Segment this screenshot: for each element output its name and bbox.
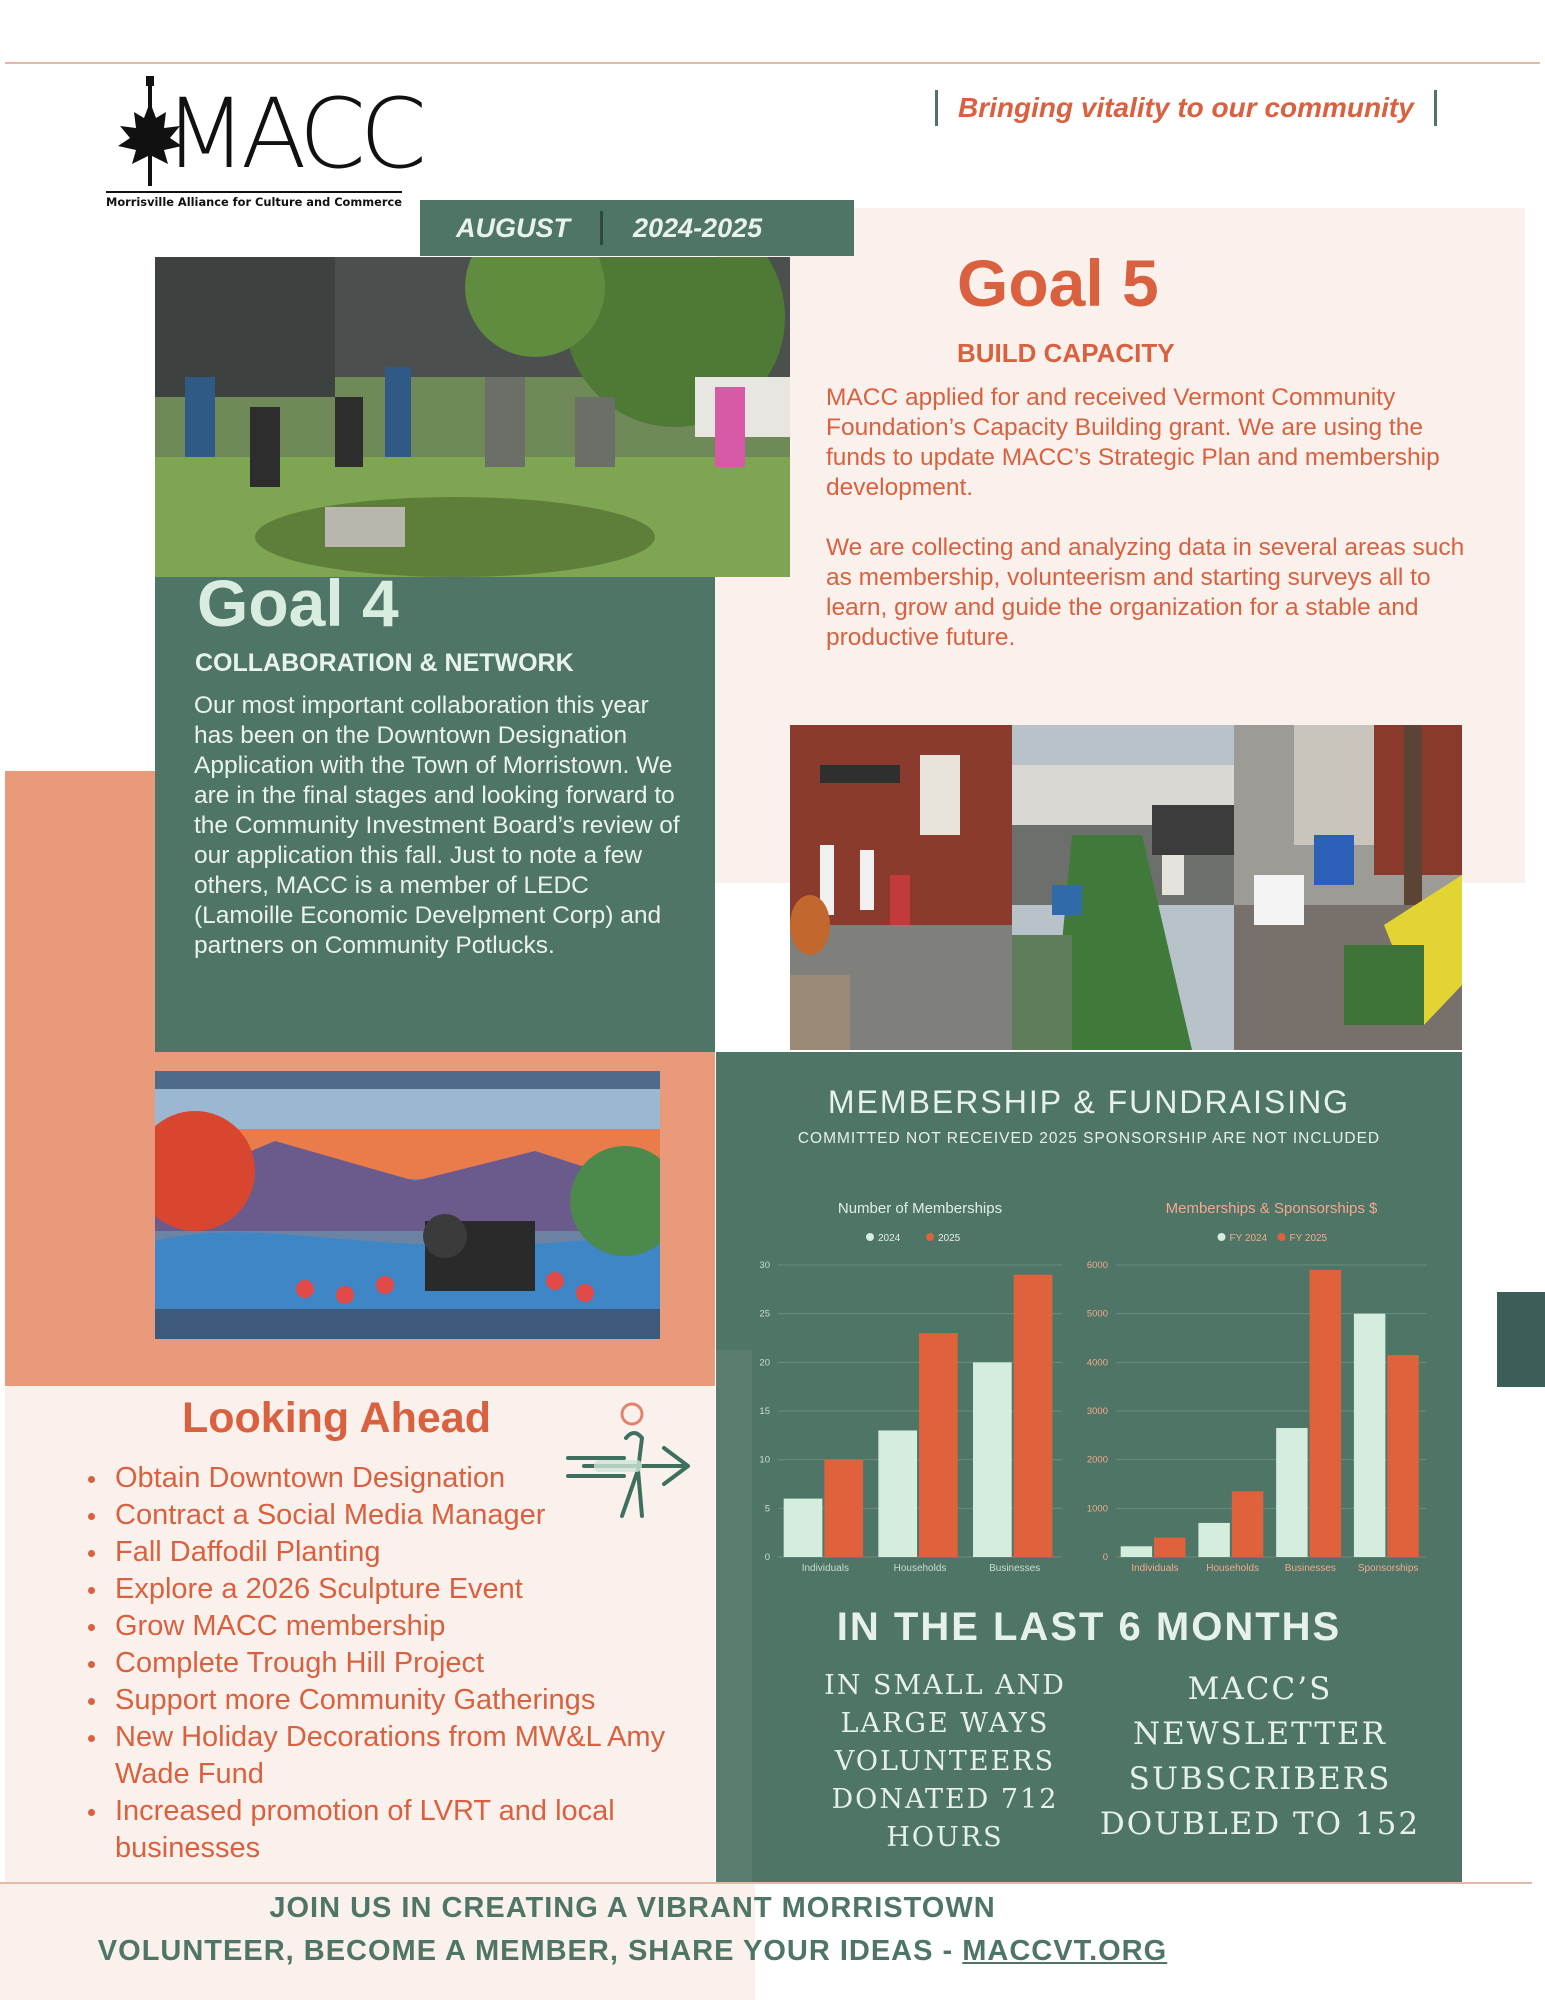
goal5-title: Goal 5	[957, 246, 1159, 320]
volunteer-gardening-photo	[155, 257, 790, 577]
last-six-months-title: IN THE LAST 6 MONTHS	[836, 1605, 1342, 1649]
bar	[1121, 1546, 1152, 1557]
volunteer-stat-line: HOURS	[886, 1822, 1004, 1853]
dark-green-accent	[1497, 1292, 1545, 1387]
memberships-dollars-chart	[1070, 1185, 1435, 1580]
list-item: Grow MACC membership	[88, 1608, 738, 1645]
volunteer-stat-line: LARGE WAYS	[840, 1708, 1050, 1739]
volunteer-hours-stat	[800, 1667, 1090, 1857]
newsletter-stat-line: NEWSLETTER	[1133, 1716, 1387, 1752]
legend-label: FY 2024	[1229, 1233, 1268, 1244]
newsletter-stat-line: SUBSCRIBERS	[1128, 1761, 1392, 1797]
list-item: Contract a Social Media Manager	[88, 1497, 738, 1534]
x-tick-label: Businesses	[989, 1563, 1041, 1574]
footer-line-1: JOIN US IN CREATING A VIBRANT MORRISTOWN	[269, 1892, 996, 1924]
bar	[1232, 1491, 1263, 1557]
chart-title: Memberships & Sponsorships $	[1165, 1200, 1378, 1217]
legend-label: 2024	[878, 1233, 901, 1244]
y-tick-label: 5000	[1086, 1308, 1108, 1320]
legend-label: 2025	[938, 1233, 961, 1244]
x-tick-label: Individuals	[1131, 1563, 1179, 1574]
membership-title: MEMBERSHIP & FUNDRAISING	[827, 1084, 1351, 1120]
y-tick-label: 4000	[1086, 1357, 1108, 1369]
list-item: Obtain Downtown Designation	[88, 1460, 738, 1497]
y-tick-label: 20	[759, 1357, 770, 1369]
bar	[1154, 1538, 1185, 1557]
volunteer-stat-line: IN SMALL AND	[824, 1670, 1066, 1701]
bar	[784, 1499, 823, 1557]
legend-swatch	[1218, 1233, 1226, 1241]
list-item: Increased promotion of LVRT and local businesses	[88, 1793, 715, 1867]
x-tick-label: Individuals	[801, 1563, 849, 1574]
x-tick-label: Households	[893, 1563, 947, 1574]
bar	[824, 1460, 863, 1557]
y-tick-label: 25	[759, 1308, 770, 1320]
x-tick-label: Households	[1206, 1563, 1260, 1574]
website-link[interactable]: MACCVT.ORG	[962, 1935, 1168, 1967]
memberships-count-chart	[750, 1185, 1070, 1580]
y-tick-label: 6000	[1086, 1260, 1108, 1271]
bar	[1014, 1275, 1053, 1557]
x-tick-label: Businesses	[1284, 1563, 1336, 1574]
bar	[1354, 1314, 1385, 1557]
bottom-divider	[0, 1882, 1532, 1884]
bar	[878, 1430, 917, 1557]
newsletter-stat-line: DOUBLED TO 152	[1099, 1806, 1421, 1842]
y-tick-label: 1000	[1086, 1503, 1108, 1515]
list-item: Support more Community Gatherings	[88, 1682, 738, 1719]
year-label: 2024-2025	[633, 212, 763, 243]
downtown-volunteers-photo-3	[1234, 725, 1462, 1050]
logo-subtitle: Morrisville Alliance for Culture and Commerce	[106, 191, 402, 209]
bar	[1310, 1270, 1341, 1557]
newsletter-stat	[1095, 1667, 1425, 1847]
month-label: AUGUST	[456, 212, 570, 243]
x-tick-label: Sponsorships	[1357, 1563, 1419, 1574]
bar	[1387, 1355, 1418, 1557]
list-item: Fall Daffodil Planting	[88, 1534, 738, 1571]
logo-wordmark: MACC	[164, 78, 421, 190]
top-divider	[5, 62, 1540, 64]
newsletter-stat-line: MACC’S	[1187, 1671, 1333, 1707]
tagline-bar-right	[1434, 90, 1437, 126]
footer-cta: VOLUNTEER, BECOME A MEMBER, SHARE YOUR IDEAS -	[97, 1935, 963, 1967]
footer-line-2	[0, 1935, 1405, 1968]
y-tick-label: 10	[759, 1454, 770, 1466]
goal4-title: Goal 4	[197, 566, 399, 640]
list-item: New Holiday Decorations from MW&L Amy Wade Fund	[88, 1719, 675, 1793]
goal5-paragraph-2: We are collecting and analyzing data in several areas such as membership, volunteerism and starting surveys all to learn, grow and guide the organization for a stable and productive future.	[826, 534, 1465, 651]
bar	[1276, 1428, 1307, 1557]
y-tick-label: 0	[764, 1552, 770, 1563]
y-tick-label: 15	[759, 1406, 770, 1417]
bar	[973, 1362, 1012, 1557]
list-item: Complete Trough Hill Project	[88, 1645, 738, 1682]
legend-swatch	[926, 1233, 934, 1241]
volunteer-stat-line: VOLUNTEERS	[834, 1746, 1056, 1777]
y-tick-label: 30	[759, 1260, 770, 1271]
y-tick-label: 3000	[1086, 1406, 1108, 1417]
y-tick-label: 5	[764, 1503, 770, 1515]
looking-ahead-list	[60, 1460, 738, 1867]
legend-swatch	[866, 1233, 874, 1241]
legend-label: FY 2025	[1289, 1233, 1328, 1244]
list-item: Explore a 2026 Sculpture Event	[88, 1571, 738, 1608]
volunteer-stat-line: DONATED 712	[831, 1784, 1059, 1815]
bar	[1198, 1523, 1229, 1557]
tagline	[915, 88, 1457, 128]
tagline-text: Bringing vitality to our community	[958, 92, 1414, 123]
chart-title: Number of Memberships	[837, 1200, 1003, 1217]
legend-swatch	[1278, 1233, 1286, 1241]
macc-logo[interactable]	[104, 72, 421, 209]
y-tick-label: 0	[1102, 1552, 1108, 1563]
downtown-volunteers-photo-1	[790, 725, 1012, 1050]
date-banner	[420, 200, 854, 256]
goal4-subtitle: COLLABORATION & NETWORK	[195, 649, 574, 677]
bar	[919, 1333, 958, 1557]
membership-subtitle: COMMITTED NOT RECEIVED 2025 SPONSORSHIP ARE NOT INCLUDED	[797, 1130, 1381, 1147]
date-separator	[600, 211, 603, 245]
goal5-paragraph-1: MACC applied for and received Vermont Community Foundation’s Capacity Building grant. We are using the funds to update MACC’s Strategic Plan and membership development.	[826, 384, 1440, 501]
goal5-subtitle: BUILD CAPACITY	[957, 338, 1175, 368]
goal5-body	[826, 383, 1466, 683]
goal4-body: Our most important collaboration this year has been on the Downtown Designation Application with the Town of Morristown. We are in the final stages and looking forward to the Community Investment Board’s review of our application this fall. Just to note a few others, MACC is a member of LEDC (Lamoille Economic Develpment Corp) and partners on Community Potlucks.	[194, 692, 680, 959]
mural-photo	[155, 1071, 660, 1339]
y-tick-label: 2000	[1086, 1454, 1108, 1466]
tagline-bar-left	[935, 90, 938, 126]
looking-ahead-title: Looking Ahead	[182, 1394, 491, 1442]
downtown-volunteers-photo-2	[1012, 725, 1234, 1050]
